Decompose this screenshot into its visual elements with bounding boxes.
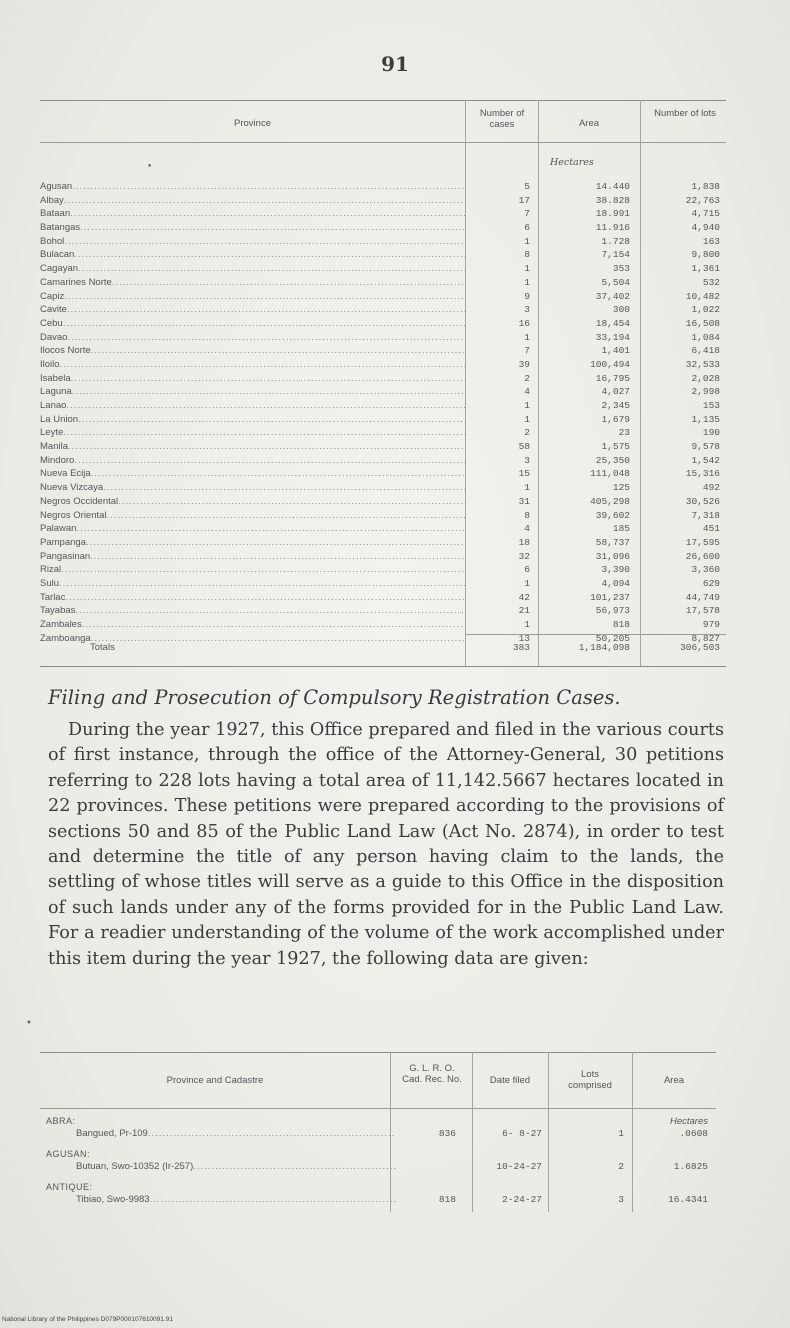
province-name: La Union bbox=[40, 413, 79, 425]
header-lots-comprised: Lots comprised bbox=[568, 1069, 612, 1091]
cell-cases: 6 bbox=[524, 222, 530, 234]
stray-mark: • bbox=[26, 1018, 32, 1029]
table-row-province bbox=[40, 481, 465, 495]
cell-cases: 31 bbox=[518, 495, 530, 507]
table-row-province bbox=[40, 331, 465, 345]
cell-lots: 532 bbox=[702, 276, 720, 288]
totals-cases: 383 bbox=[512, 642, 530, 653]
cadastre-name: Tibiao, Swo-9983 bbox=[76, 1194, 150, 1205]
cell-area: 33,194 bbox=[595, 331, 630, 343]
cell-cases: 1 bbox=[524, 482, 530, 494]
cell-cases: 8 bbox=[524, 249, 530, 261]
cell-area: 1,679 bbox=[601, 413, 630, 425]
table-row-province bbox=[40, 413, 465, 427]
cell-area: 101,237 bbox=[590, 591, 630, 603]
province-heading: ANTIQUE: bbox=[46, 1182, 93, 1192]
cell-cases: 1 bbox=[524, 400, 530, 411]
table-row-province bbox=[40, 522, 465, 536]
cell-cases: 15 bbox=[518, 468, 530, 480]
table-row-province bbox=[40, 536, 465, 550]
cell-date: 10-24-27 bbox=[496, 1161, 542, 1172]
province-name: Laguna bbox=[40, 386, 72, 398]
cell-area: 4,027 bbox=[601, 386, 630, 398]
cell-area: 300 bbox=[612, 304, 630, 316]
cell-cases: 4 bbox=[524, 523, 530, 535]
cell-lots: 3 bbox=[618, 1194, 624, 1205]
cell-date: 6- 8-27 bbox=[502, 1128, 542, 1139]
cell-area: 39,602 bbox=[595, 509, 630, 521]
header-cases: Number of cases bbox=[479, 108, 525, 130]
province-name: Agusan bbox=[40, 181, 73, 192]
province-name: Nueva Ecija bbox=[40, 468, 91, 480]
cell-lots: 9,578 bbox=[691, 441, 720, 453]
body-paragraph: During the year 1927, this Office prepared and filed in the various courts of first instance, through the office of the Attorney-General, 30 petitions referring to 228 lots having a total area of 11,142.5667 hectares located in 22 provinces. These petitions were prepared according to the provisions of sections 50 and 85 of the Public Land Law (Act No. 2874), in order to test and determine the title of any person having claim to the lands, the settling of whose titles will serve as a guide to this Office in the disposition of such lands under any of the forms provided for in the Public Land Law. For a readier understanding of the volume of the work accomplished under this item during the year 1927, the following data are given: bbox=[48, 720, 724, 969]
cell-cases: 13 bbox=[518, 632, 530, 644]
cell-area: 16.4341 bbox=[668, 1194, 708, 1205]
cell-lots: 1,361 bbox=[691, 263, 720, 275]
province-name: Zambales bbox=[40, 619, 82, 630]
table-row-province bbox=[40, 467, 465, 481]
cell-area: 56,973 bbox=[595, 605, 630, 617]
cell-area: 18.991 bbox=[595, 208, 630, 220]
cell-area: 2,345 bbox=[601, 400, 630, 411]
cell-area: 100,494 bbox=[590, 358, 630, 370]
cell-cases: 7 bbox=[524, 208, 530, 220]
table-row-province bbox=[40, 303, 465, 317]
cell-cases: 6 bbox=[524, 564, 530, 576]
province-name: Bulacan bbox=[40, 249, 75, 261]
table-row-province bbox=[40, 399, 465, 413]
cell-lots: 2 bbox=[618, 1161, 624, 1172]
province-name: Manila bbox=[40, 441, 68, 453]
table-row bbox=[40, 1116, 716, 1149]
totals-label: Totals bbox=[90, 642, 115, 653]
cell-cases: 21 bbox=[518, 605, 530, 617]
cases-column bbox=[470, 180, 530, 645]
province-name: Zamboanga bbox=[40, 632, 91, 644]
area-column bbox=[540, 180, 630, 645]
header-date: Date filed bbox=[489, 1075, 531, 1086]
cell-area: 25,350 bbox=[595, 454, 630, 466]
totals-lots: 306,503 bbox=[680, 642, 720, 653]
cadastre-name: Bangued, Pr-109 bbox=[76, 1128, 148, 1139]
cell-area: 125 bbox=[612, 482, 630, 494]
province-name: Cavite bbox=[40, 304, 67, 316]
province-name: Negros Oriental bbox=[40, 509, 107, 521]
cell-cases: 1 bbox=[524, 331, 530, 343]
header-province: Province bbox=[234, 118, 271, 129]
province-name: Tarlac bbox=[40, 591, 66, 603]
cell-area: 185 bbox=[612, 523, 630, 535]
table-row-province bbox=[40, 550, 465, 564]
cadastre-cell bbox=[76, 1161, 396, 1172]
province-name: Nueva Vizcaya bbox=[40, 482, 104, 494]
cell-area: 1,401 bbox=[601, 345, 630, 357]
table-row-province bbox=[40, 385, 465, 399]
province-heading: AGUSAN: bbox=[46, 1149, 91, 1159]
cell-area: 1,575 bbox=[601, 441, 630, 453]
cell-lots: 153 bbox=[702, 400, 720, 411]
cell-cases: 8 bbox=[524, 509, 530, 521]
cell-area: 111,048 bbox=[590, 468, 630, 480]
cell-date: 2-24-27 bbox=[502, 1194, 542, 1205]
cell-cases: 9 bbox=[524, 290, 530, 302]
cell-lots: 9,800 bbox=[691, 249, 720, 261]
cell-area: 7,154 bbox=[601, 249, 630, 261]
table-row-province bbox=[40, 577, 465, 591]
header-area2: Area bbox=[663, 1075, 685, 1086]
cell-lots: 10,482 bbox=[685, 290, 720, 302]
cell-area: 50,205 bbox=[595, 632, 630, 644]
province-name: Cagayan bbox=[40, 263, 79, 275]
table-row-province bbox=[40, 180, 465, 194]
province-name: Capiz bbox=[40, 290, 65, 302]
province-name: Pangasinan bbox=[40, 550, 91, 562]
registration-cases-table bbox=[40, 1052, 716, 1212]
cell-lots: 32,533 bbox=[685, 358, 720, 370]
table-row-province bbox=[40, 262, 465, 276]
header-area: Area bbox=[578, 118, 600, 129]
cell-area: 14.440 bbox=[595, 181, 630, 192]
cell-lots: 451 bbox=[702, 523, 720, 535]
cell-area: 37,402 bbox=[595, 290, 630, 302]
province-names-column bbox=[40, 180, 465, 645]
cell-cases: 42 bbox=[518, 591, 530, 603]
cell-area: 1.728 bbox=[601, 235, 630, 247]
table-row-province bbox=[40, 317, 465, 331]
area-unit-label: Hectares bbox=[669, 1116, 708, 1127]
cell-cases: 7 bbox=[524, 345, 530, 357]
cell-area: 4,094 bbox=[601, 577, 630, 589]
cell-cases: 39 bbox=[518, 358, 530, 370]
cell-cases: 2 bbox=[524, 427, 530, 439]
cadastre-cell bbox=[76, 1128, 396, 1139]
table-row-province bbox=[40, 221, 465, 235]
province-name: Palawan bbox=[40, 523, 77, 535]
cell-area: 5,504 bbox=[601, 276, 630, 288]
cell-lots: 4,715 bbox=[691, 208, 720, 220]
table-row-province bbox=[40, 372, 465, 386]
cell-lots: 16,508 bbox=[685, 317, 720, 329]
cell-area: 16,795 bbox=[595, 372, 630, 384]
table-row bbox=[40, 1149, 716, 1182]
cell-lots: 7,318 bbox=[691, 509, 720, 521]
cell-area: 353 bbox=[612, 263, 630, 275]
cell-area: .0608 bbox=[679, 1128, 708, 1139]
cell-lots: 6,418 bbox=[691, 345, 720, 357]
cadastre-cell bbox=[76, 1194, 396, 1205]
province-name: Ilocos Norte bbox=[40, 345, 91, 357]
cell-cases: 18 bbox=[518, 536, 530, 548]
cell-area: 405,298 bbox=[590, 495, 630, 507]
cell-lots: 26,600 bbox=[685, 550, 720, 562]
province-name: Cebu bbox=[40, 317, 63, 329]
table-row-province bbox=[40, 604, 465, 618]
cell-lots: 1 bbox=[618, 1128, 624, 1139]
cell-lots: 1,542 bbox=[691, 454, 720, 466]
cell-cases: 1 bbox=[524, 235, 530, 247]
header-province-cadastre: Province and Cadastre bbox=[166, 1075, 264, 1086]
header-glro: G. L. R. O. Cad. Rec. No. bbox=[402, 1063, 462, 1085]
cell-cases: 3 bbox=[524, 454, 530, 466]
section-title: Filing and Prosecution of Compulsory Registration Cases. bbox=[48, 686, 621, 709]
cell-lots: 2,028 bbox=[691, 372, 720, 384]
cell-lots: 8,827 bbox=[691, 632, 720, 644]
province-name: Mindoro bbox=[40, 454, 75, 466]
cell-lots: 3,360 bbox=[691, 564, 720, 576]
table-row-province bbox=[40, 440, 465, 454]
stray-mark: • bbox=[147, 162, 153, 172]
cell-cases: 17 bbox=[518, 194, 530, 206]
cell-glro: 818 bbox=[438, 1194, 456, 1205]
cell-lots: 22,763 bbox=[685, 194, 720, 206]
cell-lots: 17,578 bbox=[685, 605, 720, 617]
cadastre-name: Butuan, Swo-10352 (Ir-257) bbox=[76, 1161, 194, 1172]
cell-cases: 4 bbox=[524, 386, 530, 398]
cell-cases: 1 bbox=[524, 263, 530, 275]
table-row-province bbox=[40, 344, 465, 358]
province-name: Tayabas bbox=[40, 605, 76, 617]
table-row-province bbox=[40, 618, 465, 632]
cell-cases: 1 bbox=[524, 276, 530, 288]
table-row-province bbox=[40, 358, 465, 372]
cell-cases: 32 bbox=[518, 550, 530, 562]
cell-lots: 17,595 bbox=[685, 536, 720, 548]
cell-area: 58,737 bbox=[595, 536, 630, 548]
table-row bbox=[40, 1182, 716, 1215]
province-name: Camarines Norte bbox=[40, 276, 112, 288]
cell-cases: 1 bbox=[524, 619, 530, 630]
cell-lots: 15,316 bbox=[685, 468, 720, 480]
table-row-province bbox=[40, 235, 465, 249]
cell-area: 38.828 bbox=[595, 194, 630, 206]
province-name: Negros Occidental bbox=[40, 495, 119, 507]
province-name: Bohol bbox=[40, 235, 65, 247]
province-name: Bataan bbox=[40, 208, 71, 220]
province-name: Leyte bbox=[40, 427, 64, 439]
cell-glro: 836 bbox=[438, 1128, 456, 1139]
cell-lots: 2,998 bbox=[691, 386, 720, 398]
header-lots: Number of lots bbox=[654, 108, 716, 119]
page-number: 91 bbox=[381, 52, 409, 76]
cell-area: 818 bbox=[612, 619, 630, 630]
province-name: Sulu bbox=[40, 577, 60, 589]
cell-cases: 1 bbox=[524, 577, 530, 589]
cell-cases: 2 bbox=[524, 372, 530, 384]
cell-area: 3,390 bbox=[601, 564, 630, 576]
cell-lots: 30,526 bbox=[685, 495, 720, 507]
table-row-province bbox=[40, 509, 465, 523]
area-unit-label: Hectares bbox=[550, 157, 594, 168]
cell-area: 11.916 bbox=[595, 222, 630, 234]
table-row-province bbox=[40, 248, 465, 262]
cell-cases: 5 bbox=[524, 181, 530, 192]
province-name: Lanao bbox=[40, 400, 67, 411]
cell-lots: 1,135 bbox=[691, 413, 720, 425]
table-row-province bbox=[40, 290, 465, 304]
registration-rows bbox=[40, 1116, 716, 1215]
cell-lots: 163 bbox=[702, 235, 720, 247]
cell-lots: 1,084 bbox=[691, 331, 720, 343]
cell-cases: 1 bbox=[524, 413, 530, 425]
cell-area: 23 bbox=[618, 427, 630, 439]
footer-source: National Library of the Philippines D079P000107610091.91 bbox=[2, 1316, 173, 1323]
table-row-province bbox=[40, 495, 465, 509]
totals-area: 1,184,098 bbox=[578, 642, 630, 653]
table-row-province bbox=[40, 207, 465, 221]
cell-lots: 1,838 bbox=[691, 181, 720, 192]
table-row-province bbox=[40, 563, 465, 577]
province-name: Rizal bbox=[40, 564, 62, 576]
provinces-table bbox=[40, 100, 726, 668]
province-name: Isabela bbox=[40, 372, 71, 384]
cell-lots: 979 bbox=[702, 619, 720, 630]
province-name: Pampanga bbox=[40, 536, 86, 548]
cell-lots: 1,022 bbox=[691, 304, 720, 316]
cell-area: 1.6825 bbox=[673, 1161, 708, 1172]
province-name: Batangas bbox=[40, 222, 81, 234]
cell-cases: 58 bbox=[518, 441, 530, 453]
table-row-province bbox=[40, 454, 465, 468]
province-name: Iloilo bbox=[40, 358, 60, 370]
table-row-province bbox=[40, 276, 465, 290]
cell-cases: 3 bbox=[524, 304, 530, 316]
cell-area: 18,454 bbox=[595, 317, 630, 329]
cell-lots: 492 bbox=[702, 482, 720, 494]
cell-lots: 44,749 bbox=[685, 591, 720, 603]
cell-cases: 16 bbox=[518, 317, 530, 329]
province-heading: ABRA: bbox=[46, 1116, 76, 1126]
cell-area: 31,096 bbox=[595, 550, 630, 562]
table-row-province bbox=[40, 426, 465, 440]
province-name: Davao bbox=[40, 331, 68, 343]
cell-lots: 629 bbox=[702, 577, 720, 589]
lots-column bbox=[644, 180, 720, 645]
cell-lots: 4,940 bbox=[691, 222, 720, 234]
table-row-province bbox=[40, 591, 465, 605]
province-name: Albay bbox=[40, 194, 64, 206]
cell-lots: 190 bbox=[702, 427, 720, 439]
table-row-province bbox=[40, 194, 465, 208]
